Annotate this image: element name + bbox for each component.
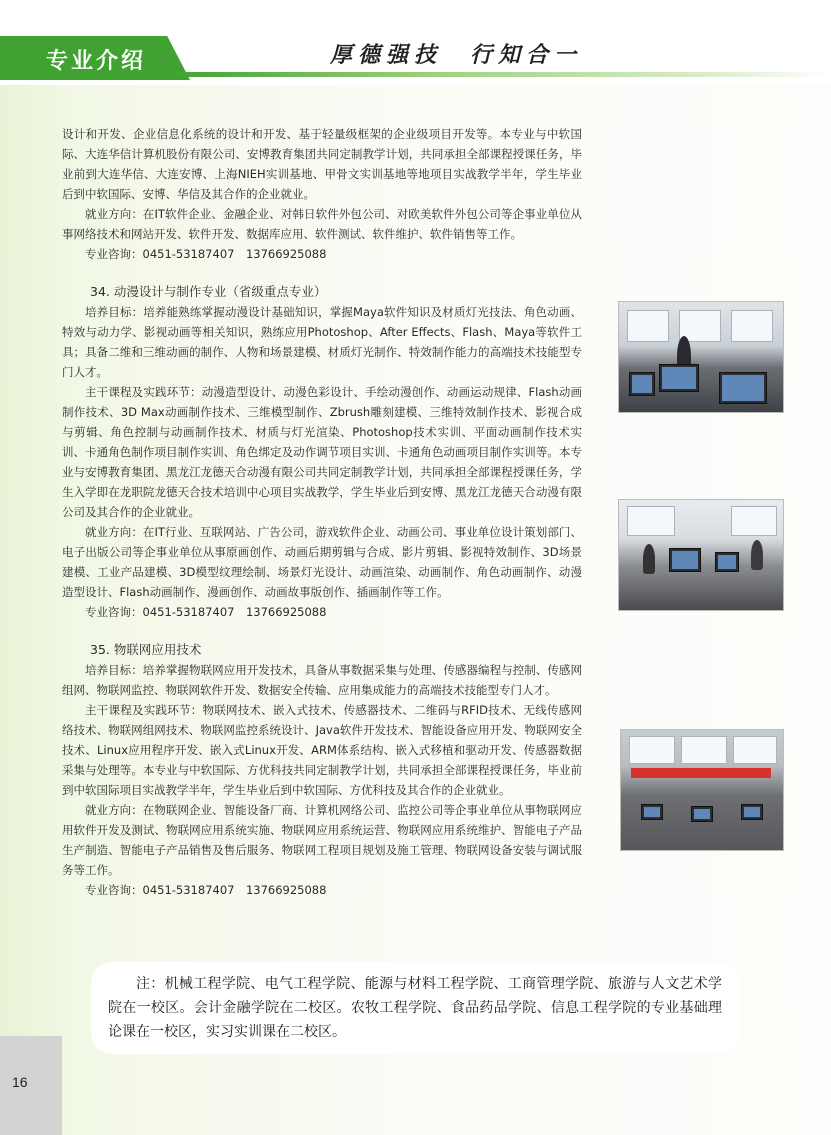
section-tab-title: 专业介绍 <box>46 49 147 74</box>
page-number-block <box>0 1036 62 1135</box>
classroom-photo-lab <box>618 499 784 611</box>
section-35-employment: 就业方向：在物联网企业、智能设备厂商、计算机网络公司、监控公司等企事业单位从事物联网应用软件开发及测试、物联网应用系统实施、物联网应用系统运营、物联网应用系统维护、智能电子产品生产制造、智能电子产品销售及售后服务、物联网工程项目规划及施工管理、物联网设备安装与调试服务等工作。 <box>62 803 582 877</box>
main-content <box>62 124 582 900</box>
campus-note-text: 注：机械工程学院、电气工程学院、能源与材料工程学院、工商管理学院、旅游与人文艺术学院在一校区。会计金融学院在二校区。农牧工程学院、食品药品学院、信息工程学院的专业基础理论课在一校区，实习实训课在二校区。 <box>108 976 722 1040</box>
page-header <box>0 0 831 85</box>
header-divider <box>170 72 831 77</box>
section-35-consult: 专业咨询：0451-53187407 13766925088 <box>85 883 327 897</box>
intro-employment: 就业方向：在IT软件企业、金融企业、对韩日软件外包公司、对欧美软件外包公司等企事业单位从事网络技术和网站开发、软件开发、数据库应用、软件测试、软件维护、软件销售等工作。 <box>62 207 582 241</box>
intro-paragraph: 设计和开发、企业信息化系统的设计和开发、基于轻量级框架的企业级项目开发等。本专业与中软国际、大连华信计算机股份有限公司、安博教育集团共同定制教学计划，共同承担全部课程授课任务，毕业前到大连华信、大连安博、上海NIEH实训基地、甲骨文实训基地等地项目实战教学半年，学生毕业后到中软国际、安博、华信及其合作的企业就业。 <box>62 127 582 201</box>
section-35-goal: 培养目标：培养掌握物联网应用开发技术，具备从事数据采集与处理、传感器编程与控制、传感网组网、物联网监控、物联网软件开发、数据安全传输、应用集成能力的高端技术技能型专门人才。 <box>62 663 582 697</box>
section-34-title: 34. 动漫设计与制作专业（省级重点专业） <box>90 284 327 299</box>
classroom-photo-animation <box>618 301 784 413</box>
section-34-courses: 主干课程及实践环节：动漫造型设计、动漫色彩设计、手绘动漫创作、动画运动规律、Flash动画制作技术、3D Max动画制作技术、三维模型制作、Zbrush雕刻建模、三维特效制作技术、影视合成与剪辑、角色控制与动画制作技术、材质与灯光渲染、Photoshop技术实训、平面动画制作技术实训、卡通角色制作项目制作实训、角色绑定及动作调节项目实训、卡通角色动画项目制作实训等。本专业与安博教育集团、黑龙江龙德天合动漫有限公司共同定制教学计划，共同承担全部课程授课任务，学生入学即在龙职院龙德天合技术培训中心项目实战教学，学生毕业后到安博、黑龙江龙德天合动漫有限公司及其合作的企业就业。 <box>62 385 582 519</box>
page-number: 16 <box>12 1074 28 1090</box>
classroom-photo-iot <box>620 729 784 851</box>
section-34-employment: 就业方向：在IT行业、互联网站、广告公司，游戏软件企业、动画公司、事业单位设计策划部门、电子出版公司等企事业单位从事原画创作、动画后期剪辑与合成、影片剪辑、影视特效制作、3D场景建模、工业产品建模、3D模型纹理绘制、场景灯光设计、动画渲染、动画制作、角色动画制作、动漫造型设计、Flash动画制作、漫画创作、动画故事版创作、插画制作等工作。 <box>62 525 582 599</box>
section-35-courses: 主干课程及实践环节：物联网技术、嵌入式技术、传感器技术、二维码与RFID技术、无线传感网络技术、物联网组网技术、物联网监控系统设计、Java软件开发技术、智能设备应用开发、物联网安全技术、Linux应用程序开发、嵌入式Linux开发、ARM体系结构、嵌入式移植和驱动开发、传感器数据采集与处理等。本专业与中软国际、方优科技共同定制教学计划，共同承担全部课程授课任务，毕业前到中软国际项目实战教学半年，学生毕业后到中软国际、方优科技及其合作的企业就业。 <box>62 703 582 797</box>
section-34-consult: 专业咨询：0451-53187407 13766925088 <box>85 605 327 619</box>
section-34-goal: 培养目标：培养能熟练掌握动漫设计基础知识，掌握Maya软件知识及材质灯光技法、角色动画、 特效与动力学、影视动画等相关知识，熟练应用Photoshop、After Effects、Flash、Maya等软件工具；具备二维和三维动画的制作、人物和场景建模、材质灯光制作、特效制作能力的高端技术技能型专门人才。 <box>62 305 582 379</box>
slogan: 厚德强技 行知合一 <box>330 42 583 68</box>
intro-consult: 专业咨询：0451-53187407 13766925088 <box>85 247 327 261</box>
section-35-title: 35. 物联网应用技术 <box>90 642 202 657</box>
